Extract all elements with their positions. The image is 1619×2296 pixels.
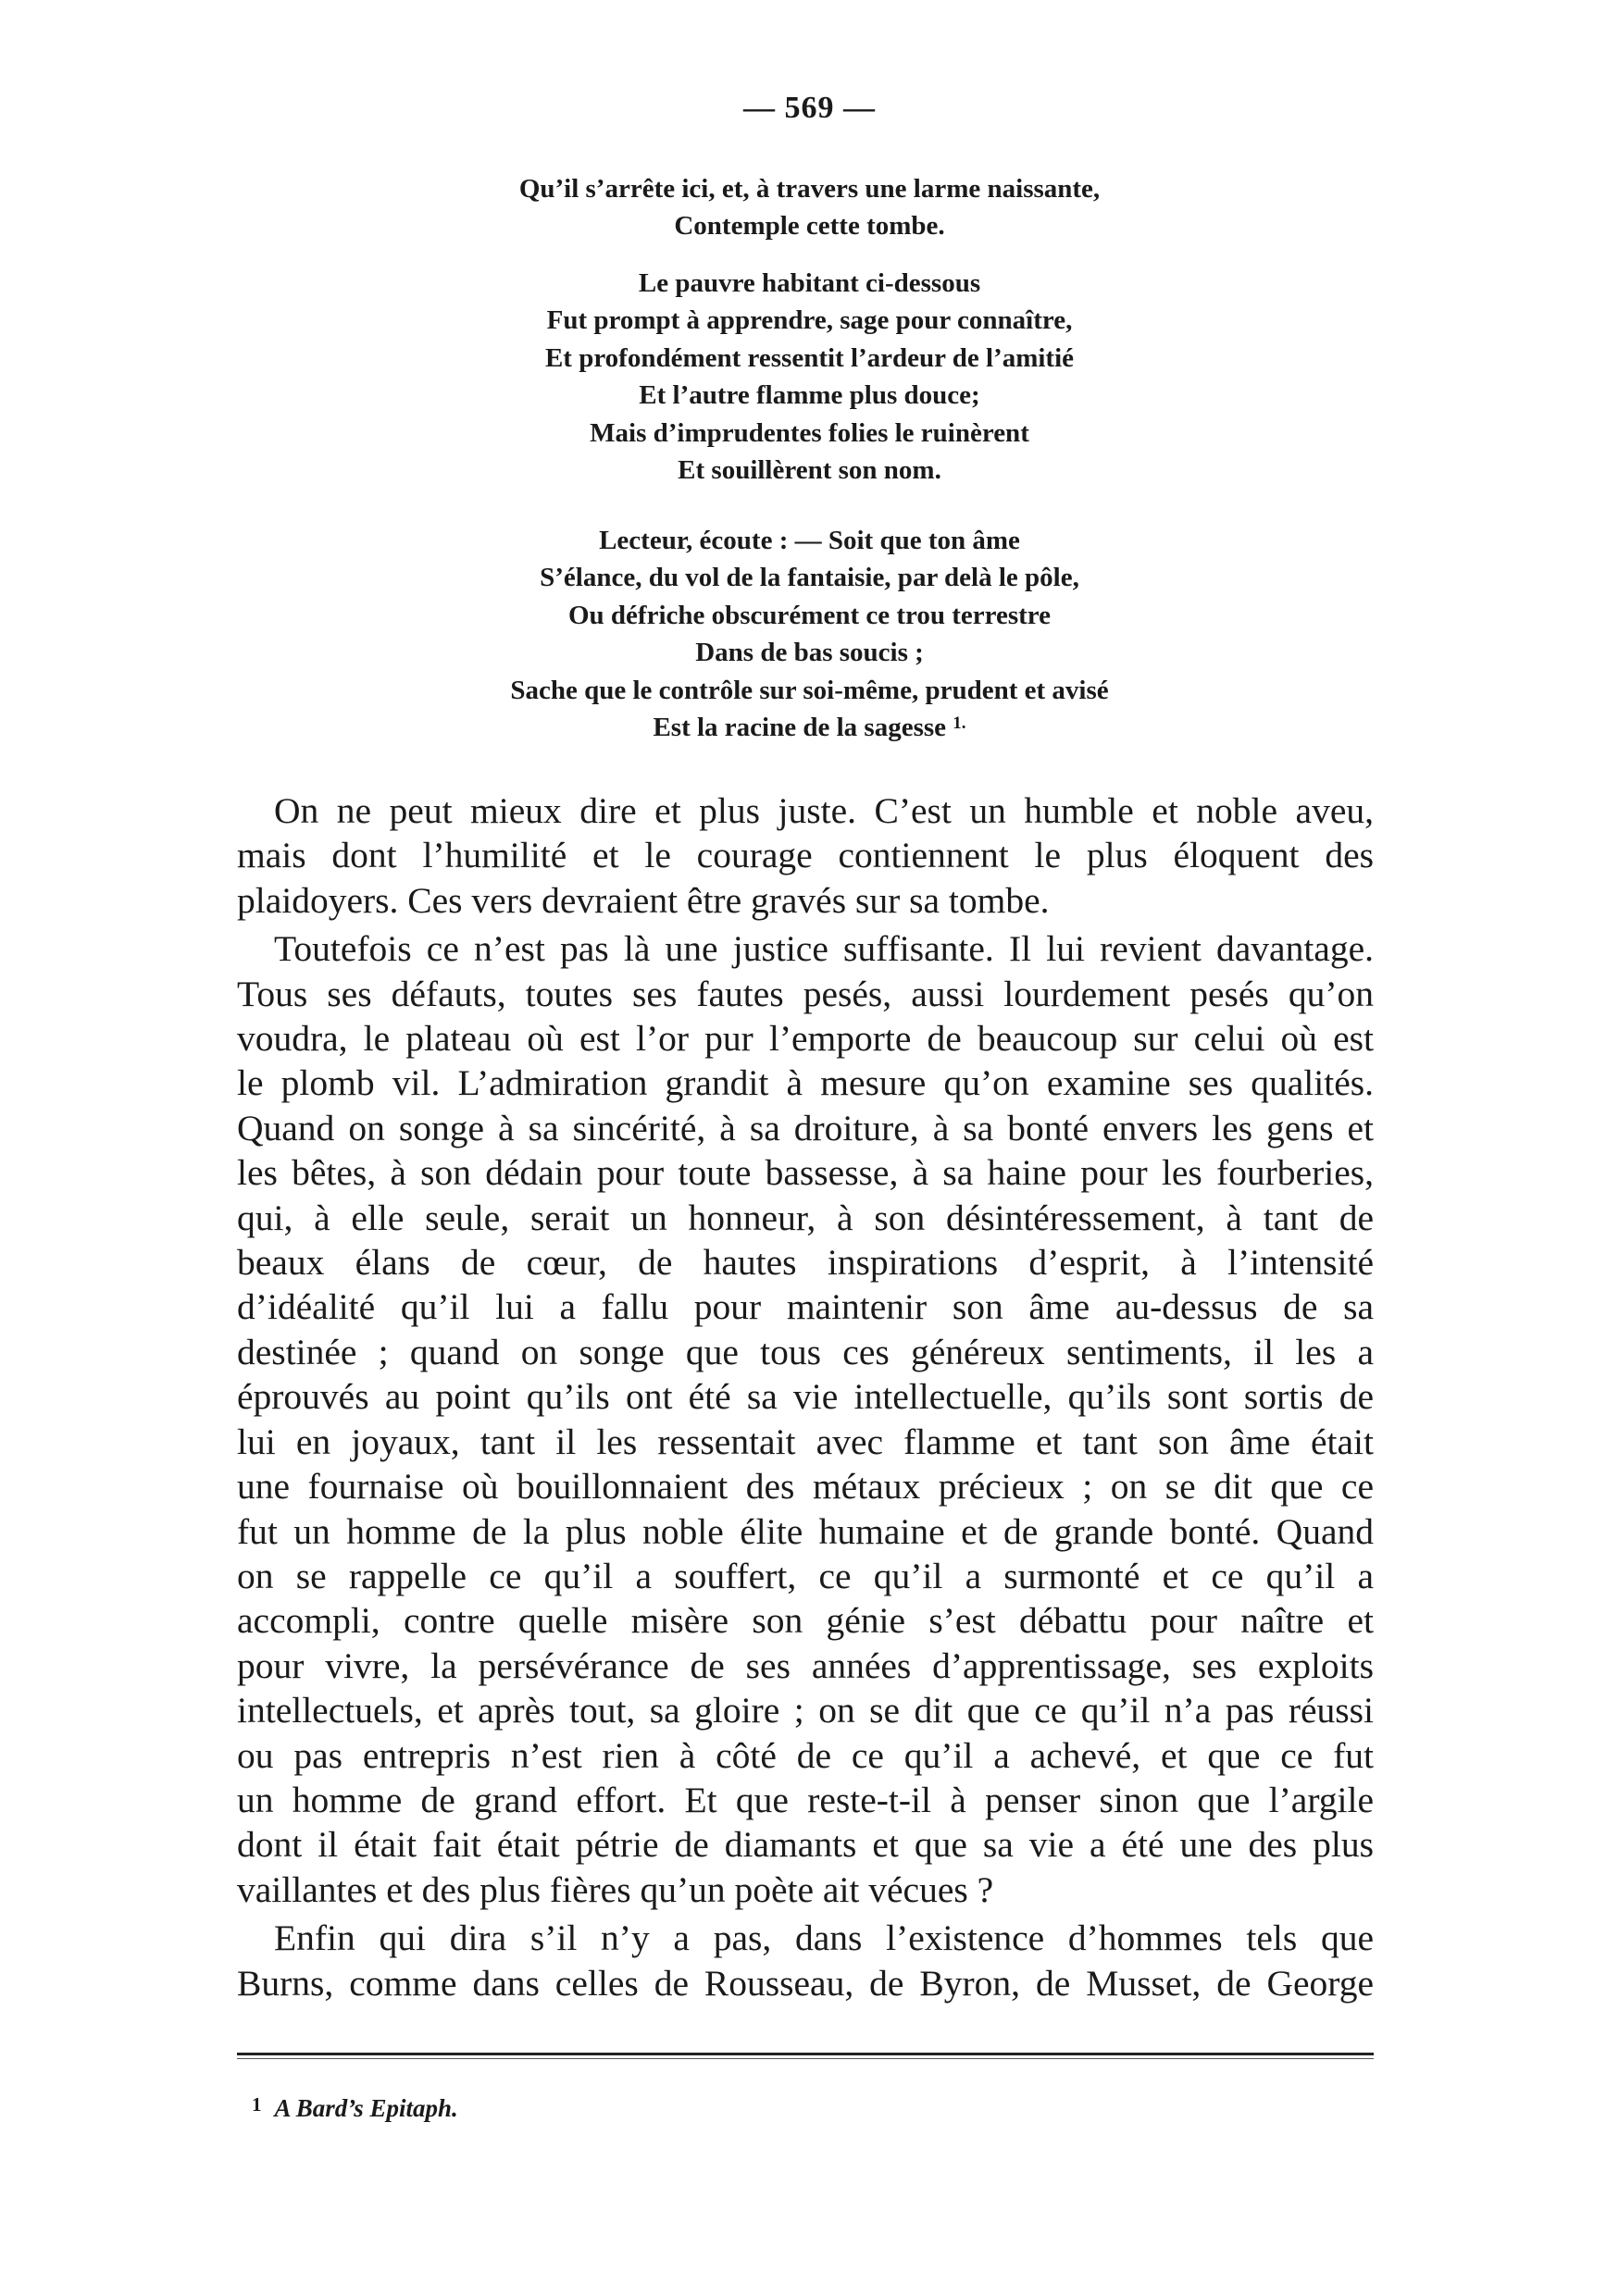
footnote xyxy=(252,2093,458,2123)
footnote-divider xyxy=(237,2053,1374,2055)
text-line: Quand on songe à sa sincérité, à sa droiture, à sa bonté envers les gens et xyxy=(237,1107,1374,1148)
poem-line: Le pauvre habitant ci-dessous xyxy=(638,268,981,298)
page-number: — 569 — xyxy=(743,91,876,125)
text-line: Burns, comme dans celles de Rousseau, de Byron, de Musset, de George xyxy=(237,1962,1374,2004)
poem-line: Dans de bas soucis ; xyxy=(695,638,924,668)
poem-line: Qu’il s’arrête ici, et, à travers une larme naissante, xyxy=(518,174,1101,204)
text-line: voudra, le plateau où est l’or pur l’emporte de beaucoup sur celui où est xyxy=(237,1018,1374,1060)
text-line: mais dont l’humilité et le courage contiennent le plus éloquent des xyxy=(237,835,1374,876)
paragraph-1 xyxy=(237,788,1374,923)
poem-line: Mais d’imprudentes folies le ruinèrent xyxy=(590,417,1029,448)
poem-line: Fut prompt à apprendre, sage pour connaître, xyxy=(546,305,1073,336)
poem-stanza-1 xyxy=(278,170,1341,245)
text-line: qui, à elle seule, serait un honneur, à son désintéressement, à tant de xyxy=(237,1197,1374,1238)
poem-stanza-2 xyxy=(278,265,1341,489)
poem-line: Lecteur, écoute : — Soit que ton âme xyxy=(599,526,1020,555)
text-line: un homme de grand effort. Et que reste-t-il à penser sinon que l’argile xyxy=(237,1779,1374,1820)
text-line: une fournaise où bouillonnaient des métaux précieux ; on se dit que ce xyxy=(237,1466,1374,1508)
paragraph-3 xyxy=(237,1916,1374,2005)
text-line: Tous ses défauts, toutes ses fautes pesés, aussi lourdement pesés qu’on xyxy=(237,973,1374,1014)
text-line: fut un homme de la plus noble élite humaine et de grande bonté. Quand xyxy=(237,1510,1374,1552)
text-line: plaidoyers. Ces vers devraient être gravés sur sa tombe. xyxy=(237,879,1050,921)
footnote-reference: 1. xyxy=(953,714,966,734)
text-line: accompli, contre quelle misère son génie s’est débattu pour naître et xyxy=(237,1600,1374,1642)
text-line: Toutefois ce n’est pas là une justice suffisante. Il lui revient davantage. xyxy=(274,928,1374,970)
text-line: intellectuels, et après tout, sa gloire ; on se dit que ce qu’il n’a pas réussi xyxy=(237,1690,1374,1731)
poem-line: Ou défriche obscurément ce trou terrestre xyxy=(567,600,1052,630)
text-line: pour vivre, la persévérance de ses années d’apprentissage, ses exploits xyxy=(237,1644,1374,1686)
text-line: On ne peut mieux dire et plus juste. C’est un humble et noble aveu, xyxy=(274,790,1374,831)
text-line: destinée ; quand on songe que tous ces généreux sentiments, il les a xyxy=(237,1331,1374,1372)
text-line: Enfin qui dira s’il n’y a pas, dans l’existence d’hommes tels que xyxy=(274,1917,1374,1959)
text-line: lui en joyaux, tant il les ressentait avec flamme et tant son âme était xyxy=(237,1421,1374,1462)
text-line: ou pas entrepris n’est rien à côté de ce qu’il a achevé, et que ce fut xyxy=(237,1734,1374,1776)
footnote-text: A Bard’s Epitaph. xyxy=(274,2094,458,2122)
poem-line-with-footnote xyxy=(278,709,1341,746)
poem-line-text: Est la racine de la sagesse xyxy=(653,713,947,743)
footnote-divider-thin xyxy=(237,2058,1374,2059)
text-line: d’idéalité qu’il lui a fallu pour maintenir son âme au-dessus de sa xyxy=(237,1286,1374,1328)
poem-line: Sache que le contrôle sur soi-même, prudent et avisé xyxy=(510,675,1109,705)
text-line: beaux élans de cœur, de hautes inspirations d’esprit, à l’intensité xyxy=(237,1242,1374,1284)
text-line: les bêtes, à son dédain pour toute bassesse, à sa haine pour les fourberies, xyxy=(237,1152,1374,1194)
text-line: vaillantes et des plus fières qu’un poète ait vécues ? xyxy=(237,1868,994,1910)
paragraph-2 xyxy=(237,926,1374,1912)
text-line: dont il était fait était pétrie de diamants et que sa vie a été une des plus xyxy=(237,1824,1374,1866)
poem-line: Et profondément ressentit l’ardeur de l’amitié xyxy=(544,342,1075,373)
poem-line: Et l’autre flamme plus douce; xyxy=(639,380,980,411)
text-line: éprouvés au point qu’ils ont été sa vie intellectuelle, qu’ils sont sortis de xyxy=(237,1376,1374,1418)
poem-line: Contemple cette tombe. xyxy=(674,211,945,242)
poem-line: S’élance, du vol de la fantaisie, par delà le pôle, xyxy=(540,563,1079,593)
poem-line: Et souillèrent son nom. xyxy=(678,455,941,486)
text-line: on se rappelle ce qu’il a souffert, ce qu’il a surmonté et ce qu’il a xyxy=(237,1555,1374,1596)
text-line: le plomb vil. L’admiration grandit à mesure qu’on examine ses qualités. xyxy=(237,1062,1374,1104)
footnote-mark: 1 xyxy=(252,2093,262,2116)
body-text xyxy=(237,788,1374,2009)
poem-stanza-3 xyxy=(278,522,1341,746)
